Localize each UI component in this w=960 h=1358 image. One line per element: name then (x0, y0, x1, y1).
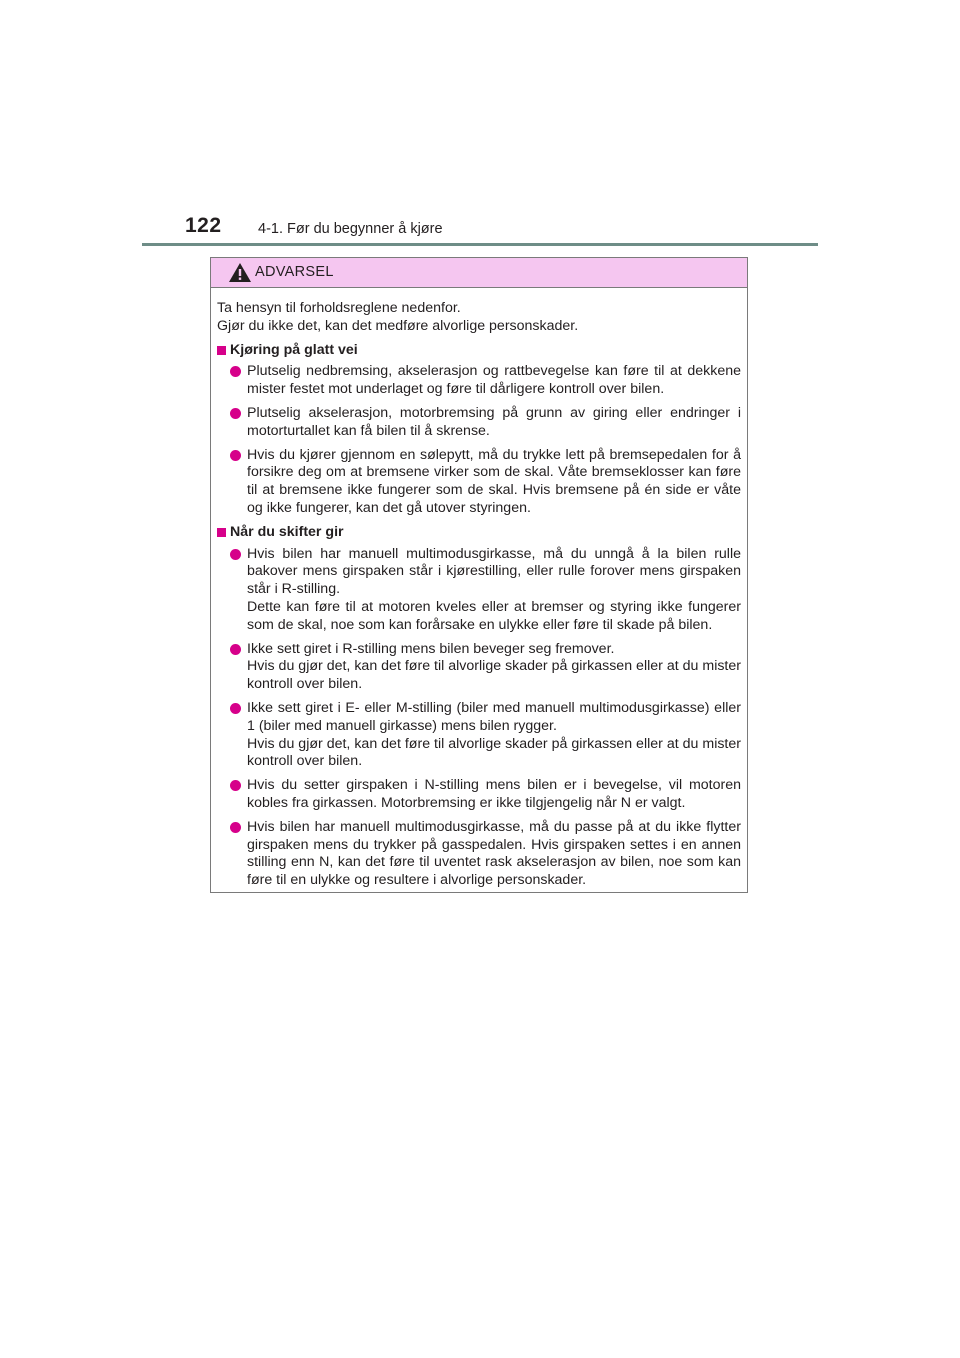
list-item (217, 819, 741, 890)
square-bullet-icon (217, 346, 226, 355)
circle-bullet-icon (230, 703, 241, 714)
circle-bullet-icon (230, 408, 241, 419)
warning-intro (217, 300, 741, 336)
item-text: Hvis bilen har manuell multimodusgirkasse, må du unngå å la bilen rulle bakover mens girspaken står i kjørestilling, eller rulle forover mens girspaken står i R-stilling. (247, 545, 741, 598)
group-gear-shifting (217, 524, 741, 890)
circle-bullet-icon (230, 549, 241, 560)
warning-box (210, 257, 748, 893)
circle-bullet-icon (230, 366, 241, 377)
list-item (217, 777, 741, 813)
item-text: Hvis du gjør det, kan det føre til alvorlige skader på girkassen eller at du mister kontroll over bilen. (247, 658, 741, 693)
circle-bullet-icon (230, 450, 241, 461)
list-item (217, 447, 741, 518)
sub-heading (217, 524, 741, 542)
circle-bullet-icon (230, 780, 241, 791)
list-item (217, 700, 741, 771)
warning-title: ADVARSEL (255, 264, 334, 280)
item-text: Hvis bilen har manuell multimodusgirkasse, må du passe på at du ikke flytter girspaken mens du trykker på gasspedalen. Hvis girspaken settes i en annen stilling enn N, kan det føre til uventet rask akselerasjon av bilen, noe som kan føre til en ulykke og resultere i alvorlige personskader. (247, 818, 741, 889)
list-item (217, 405, 741, 441)
page-number: 122 (185, 214, 222, 237)
list-item (217, 641, 741, 694)
circle-bullet-icon (230, 822, 241, 833)
warning-triangle-icon (228, 262, 252, 283)
page-header (0, 0, 960, 250)
item-text: Ikke sett giret i E- eller M-stilling (biler med manuell multimodusgirkasse) eller 1 (biler med manuell girkasse) mens bilen rygger. (247, 699, 741, 734)
item-text: Plutselig nedbremsing, akselerasjon og rattbevegelse kan føre til at dekkene mister festet mot underlaget og føre til dårligere kontroll over bilen. (247, 363, 741, 398)
item-text: Dette kan føre til at motoren kveles eller at bremser og styring ikke fungerer som de skal, noe som kan forårsake en ulykke eller føre til skade på bilen. (247, 598, 741, 633)
sub-heading-text: Kjøring på glatt vei (230, 341, 358, 358)
list-item (217, 546, 741, 635)
warning-header (211, 258, 747, 288)
item-text: Hvis du gjør det, kan det føre til alvorlige skader på girkassen eller at du mister kontroll over bilen. (247, 735, 741, 770)
circle-bullet-icon (230, 644, 241, 655)
item-text: Hvis du setter girspaken i N-stilling mens bilen er i bevegelse, vil motoren kobles fra girkassen. Motorbremsing er ikke tilgjengelig når N er valgt. (247, 777, 741, 811)
section-title: 4-1. Før du begynner å kjøre (258, 221, 443, 237)
header-rule (142, 243, 818, 246)
group-slippery-road (217, 342, 741, 518)
item-text: Plutselig akselerasjon, motorbremsing på grunn av giring eller endringer i motorturtallet kan få bilen til å skrense. (247, 404, 741, 439)
intro-line: Gjør du ikke det, kan det medføre alvorlige personskader. (217, 317, 579, 334)
list-item (217, 363, 741, 399)
sub-heading (217, 342, 741, 360)
warning-body (211, 288, 747, 890)
intro-line: Ta hensyn til forholdsreglene nedenfor. (217, 300, 461, 316)
square-bullet-icon (217, 528, 226, 537)
item-text: Hvis du kjører gjennom en sølepytt, må du trykke lett på bremsepedalen for å forsikre deg om at bremsene virker som de skal. Våte bremseklosser kan føre til at bremsene ikke fungerer som de skal. Hvis bremsene på én side er våte og ikke fungerer, kan det gå utover styringen. (247, 446, 741, 516)
sub-heading-text: Når du skifter gir (230, 523, 344, 540)
item-text: Ikke sett giret i R-stilling mens bilen beveger seg fremover. (247, 640, 615, 657)
